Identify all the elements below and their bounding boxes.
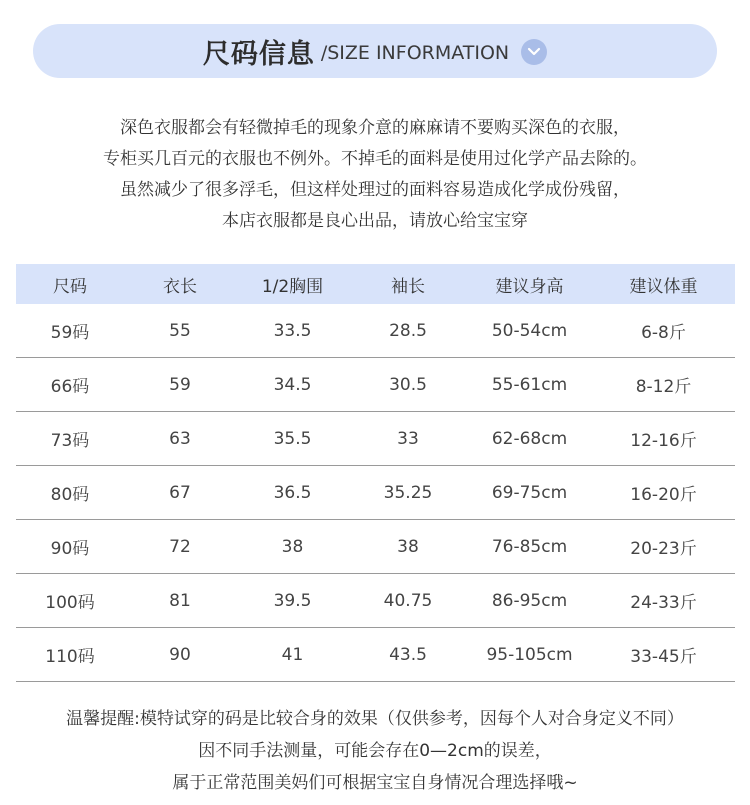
cell-length: 90 <box>124 628 236 682</box>
cell-weight: 12-16斤 <box>592 412 735 466</box>
cell-height: 95-105cm <box>467 628 592 682</box>
cell-size: 80码 <box>16 466 124 520</box>
table-row <box>16 466 735 520</box>
header-sleeve: 袖长 <box>349 264 467 304</box>
cell-height: 50-54cm <box>467 304 592 358</box>
cell-weight: 33-45斤 <box>592 628 735 682</box>
cell-half-chest: 41 <box>236 628 349 682</box>
header-weight: 建议体重 <box>592 264 735 304</box>
cell-length: 63 <box>124 412 236 466</box>
cell-size: 73码 <box>16 412 124 466</box>
header-size: 尺码 <box>16 264 124 304</box>
cell-length: 67 <box>124 466 236 520</box>
cell-size: 100码 <box>16 574 124 628</box>
cell-size: 59码 <box>16 304 124 358</box>
cell-weight: 20-23斤 <box>592 520 735 574</box>
cell-weight: 24-33斤 <box>592 574 735 628</box>
table-row <box>16 574 735 628</box>
cell-height: 69-75cm <box>467 466 592 520</box>
cell-sleeve: 35.25 <box>349 466 467 520</box>
cell-half-chest: 39.5 <box>236 574 349 628</box>
cell-height: 55-61cm <box>467 358 592 412</box>
cell-length: 55 <box>124 304 236 358</box>
cell-weight: 8-12斤 <box>592 358 735 412</box>
cell-sleeve: 30.5 <box>349 358 467 412</box>
cell-sleeve: 38 <box>349 520 467 574</box>
cell-half-chest: 35.5 <box>236 412 349 466</box>
cell-length: 81 <box>124 574 236 628</box>
intro-line: 专柜买几百元的衣服也不例外。不掉毛的面料是使用过化学产品去除的。 <box>103 149 647 169</box>
cell-height: 86-95cm <box>467 574 592 628</box>
cell-length: 59 <box>124 358 236 412</box>
cell-sleeve: 43.5 <box>349 628 467 682</box>
cell-weight: 16-20斤 <box>592 466 735 520</box>
chevron-down-icon <box>521 39 547 65</box>
intro-line: 本店衣服都是良心出品，请放心给宝宝穿 <box>222 211 528 231</box>
intro-text <box>0 113 750 237</box>
cell-half-chest: 38 <box>236 520 349 574</box>
cell-size: 110码 <box>16 628 124 682</box>
cell-size: 66码 <box>16 358 124 412</box>
table-header-row <box>16 264 735 304</box>
cell-sleeve: 33 <box>349 412 467 466</box>
cell-half-chest: 33.5 <box>236 304 349 358</box>
table-row <box>16 358 735 412</box>
cell-height: 76-85cm <box>467 520 592 574</box>
cell-length: 72 <box>124 520 236 574</box>
header-half-chest: 1/2胸围 <box>236 264 349 304</box>
page-subtitle: /SIZE INFORMATION <box>320 42 510 64</box>
header-height: 建议身高 <box>467 264 592 304</box>
reminder-note <box>0 703 750 799</box>
note-line: 属于正常范围美妈们可根据宝宝自身情况合理选择哦~ <box>172 773 578 793</box>
table-row <box>16 520 735 574</box>
table-row <box>16 412 735 466</box>
table-row <box>16 304 735 358</box>
intro-line: 深色衣服都会有轻微掉毛的现象介意的麻麻请不要购买深色的衣服， <box>120 118 630 138</box>
intro-line: 虽然减少了很多浮毛，但这样处理过的面料容易造成化学成份残留， <box>120 180 630 200</box>
note-line: 因不同手法测量，可能会存在0—2cm的误差， <box>198 741 552 761</box>
cell-sleeve: 28.5 <box>349 304 467 358</box>
cell-sleeve: 40.75 <box>349 574 467 628</box>
cell-half-chest: 34.5 <box>236 358 349 412</box>
cell-size: 90码 <box>16 520 124 574</box>
note-line: 温馨提醒:模特试穿的码是比较合身的效果（仅供参考，因每个人对合身定义不同） <box>66 709 684 729</box>
header-length: 衣长 <box>124 264 236 304</box>
cell-weight: 6-8斤 <box>592 304 735 358</box>
cell-height: 62-68cm <box>467 412 592 466</box>
size-table <box>16 264 735 682</box>
cell-half-chest: 36.5 <box>236 466 349 520</box>
table-row <box>16 628 735 682</box>
title-banner <box>33 24 717 78</box>
page-title: 尺码信息 <box>202 38 315 70</box>
